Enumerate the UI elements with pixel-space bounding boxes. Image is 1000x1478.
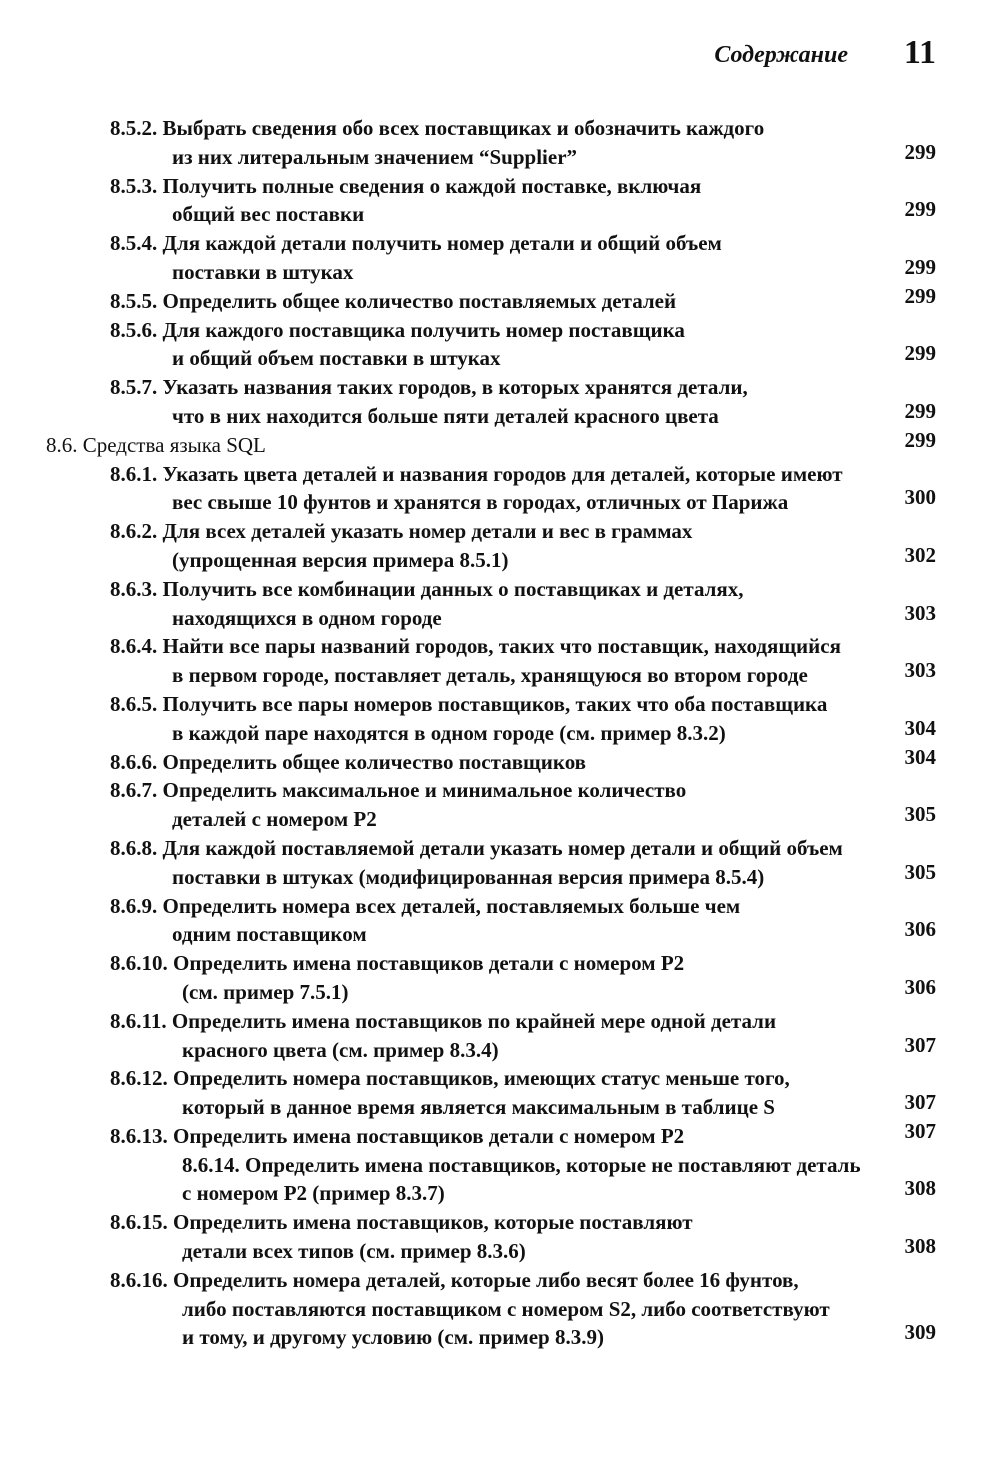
toc-line — [0, 600, 1000, 633]
toc-line — [0, 197, 1000, 229]
toc-entry-text: 8.6.15. Определить имена поставщиков, которые поставляют — [110, 1210, 693, 1235]
toc-page: 306 — [904, 974, 936, 999]
toc-line — [0, 834, 1000, 863]
toc-page: 303 — [904, 600, 936, 625]
toc-entry-text: 8.6.5. Получить все пары номеров поставщиков, таких что оба поставщика — [110, 691, 828, 716]
toc-line — [0, 398, 1000, 431]
toc-entry-text: и общий объем поставки в штуках — [172, 346, 501, 371]
toc-entry-text: с номером P2 (пример 8.3.7) — [182, 1181, 445, 1206]
toc-entry-text: 8.6.3. Получить все комбинации данных о поставщиках и деталях, — [110, 576, 744, 601]
toc-line — [0, 1007, 1000, 1036]
page-number: 11 — [903, 34, 936, 71]
toc-entry-text: поставки в штуках — [172, 259, 354, 284]
toc-entry-text: одним поставщиком — [172, 922, 367, 947]
toc-line — [0, 715, 1000, 748]
toc-line — [0, 658, 1000, 690]
toc-page: 307 — [904, 1090, 936, 1115]
toc-entry-text: 8.6.12. Определить номера поставщиков, имеющих статус меньше того, — [110, 1066, 790, 1091]
toc-line — [0, 974, 1000, 1007]
toc-line — [0, 172, 1000, 201]
toc-line — [0, 139, 1000, 172]
toc-line — [0, 949, 1000, 978]
toc-entry-text: в каждой паре находятся в одном городе (см. пример 8.3.2) — [172, 720, 726, 745]
toc-line — [0, 341, 1000, 373]
toc-entry-text: 8.6.10. Определить имена поставщиков детали с номером P2 — [110, 951, 685, 976]
toc-line — [0, 575, 1000, 604]
toc-line — [0, 517, 1000, 546]
toc-entry-text: детали всех типов (см. пример 8.3.6) — [182, 1239, 526, 1264]
toc-entry-text: 8.5.2. Выбрать сведения обо всех поставщиках и обозначить каждого — [110, 116, 765, 140]
header-title: Содержание — [714, 42, 848, 68]
toc-line — [0, 229, 1000, 258]
toc-line — [0, 859, 1000, 892]
toc-line — [0, 1064, 1000, 1093]
toc-entry-text: 8.6.7. Определить максимальное и минимальное количество — [110, 778, 687, 803]
toc-page: 303 — [904, 658, 936, 683]
toc-line — [0, 1151, 1000, 1180]
toc-entry-text: находящихся в одном городе — [172, 605, 442, 630]
toc-entry-text: 8.6.16. Определить номера деталей, которые либо весят более 16 фунтов, — [110, 1267, 799, 1292]
toc-line — [0, 632, 1000, 661]
toc-line — [0, 542, 1000, 575]
toc-page: 307 — [904, 1032, 936, 1057]
toc-line — [0, 283, 1000, 316]
toc-entry-text: общий вес поставки — [172, 202, 365, 227]
toc-line — [0, 1208, 1000, 1237]
toc-section-text: 8.6. Средства языка SQL — [46, 432, 266, 457]
toc-line — [0, 1118, 1000, 1151]
toc-page: 300 — [904, 485, 936, 510]
toc-page: 299 — [904, 427, 936, 452]
toc-entry-text: 8.6.13. Определить имена поставщиков детали с номером P2 — [110, 1123, 685, 1148]
toc-entry-text: 8.5.3. Получить полные сведения о каждой поставке, включая — [110, 173, 702, 198]
toc-entry-text: 8.5.6. Для каждого поставщика получить номер поставщика — [110, 317, 685, 342]
toc-page: 308 — [904, 1234, 936, 1259]
toc-entry-text: либо поставляются поставщиком с номером S2, либо соответствуют — [182, 1296, 830, 1321]
toc-entry-text: деталей с номером P2 — [172, 807, 377, 832]
toc-line — [0, 1320, 1000, 1352]
toc-entry-text: вес свыше 10 фунтов и хранятся в городах, отличных от Парижа — [172, 490, 789, 515]
toc-line — [0, 1266, 1000, 1295]
toc-line — [0, 485, 1000, 517]
toc-line — [0, 1176, 1000, 1208]
toc-entry-text: 8.5.4. Для каждой детали получить номер детали и общий объем — [110, 231, 722, 256]
toc-entry-text: 8.6.6. Определить общее количество поставщиков — [110, 749, 587, 774]
toc-line — [0, 373, 1000, 402]
toc-entry-text: 8.5.7. Указать названия таких городов, в которых хранятся детали, — [110, 375, 748, 400]
toc-line — [0, 917, 1000, 949]
toc-entry-text: 8.6.11. Определить имена поставщиков по крайней мере одной детали — [110, 1008, 777, 1033]
toc-entry-text: (см. пример 7.5.1) — [182, 979, 349, 1004]
toc-line — [0, 776, 1000, 805]
toc-line — [0, 802, 1000, 834]
toc-page: 299 — [904, 341, 936, 366]
toc-entry-text: и тому, и другому условию (см. пример 8.3.9) — [182, 1325, 604, 1350]
toc-line — [0, 254, 1000, 287]
toc-entry-text: из них литеральным значением “Supplier” — [172, 144, 578, 169]
toc-entry-text: 8.6.8. Для каждой поставляемой детали указать номер детали и общий объем — [110, 835, 843, 860]
toc-page: 304 — [904, 744, 936, 769]
toc-page: 299 — [904, 398, 936, 423]
toc-entry-text: который в данное время является максимальным в таблице S — [182, 1095, 775, 1120]
toc-page: 305 — [904, 859, 936, 884]
toc-entry-text: 8.6.14. Определить имена поставщиков, которые не поставляют деталь — [182, 1152, 861, 1177]
toc-line — [0, 690, 1000, 719]
toc-line — [0, 1032, 1000, 1065]
toc-entry-text: 8.6.9. Определить номера всех деталей, поставляемых больше чем — [110, 893, 741, 918]
toc-line — [0, 744, 1000, 777]
toc-page: 299 — [904, 197, 936, 222]
table-of-contents — [0, 114, 1000, 1352]
toc-page: 304 — [904, 715, 936, 740]
toc-page: 299 — [904, 254, 936, 279]
toc-line — [0, 316, 1000, 345]
toc-line — [0, 114, 1000, 143]
toc-section-line — [0, 427, 1000, 460]
toc-entry-text: поставки в штуках (модифицированная версия примера 8.5.4) — [172, 864, 765, 889]
toc-page: 306 — [904, 917, 936, 942]
toc-line — [0, 1295, 1000, 1324]
toc-line — [0, 1234, 1000, 1266]
toc-line — [0, 1090, 1000, 1122]
running-header — [0, 32, 1000, 82]
toc-page: 308 — [904, 1176, 936, 1201]
toc-page: 305 — [904, 802, 936, 827]
toc-entry-text: что в них находится больше пяти деталей красного цвета — [172, 403, 719, 428]
toc-entry-text: 8.6.4. Найти все пары названий городов, таких что поставщик, находящийся — [110, 634, 841, 659]
toc-line — [0, 460, 1000, 489]
toc-page: 302 — [904, 542, 936, 567]
toc-page: 307 — [904, 1118, 936, 1143]
toc-line — [0, 892, 1000, 921]
toc-entry-text: 8.6.2. Для всех деталей указать номер детали и вес в граммах — [110, 519, 693, 544]
toc-entry-text: в первом городе, поставляет деталь, хранящуюся во втором городе — [172, 663, 808, 688]
toc-page: 309 — [904, 1320, 936, 1345]
toc-entry-text: 8.6.1. Указать цвета деталей и названия городов для деталей, которые имеют — [110, 461, 843, 486]
toc-page: 299 — [904, 283, 936, 308]
toc-entry-text: 8.5.5. Определить общее количество поставляемых деталей — [110, 288, 677, 313]
toc-entry-text: (упрощенная версия примера 8.5.1) — [172, 547, 509, 572]
toc-entry-text: красного цвета (см. пример 8.3.4) — [182, 1037, 499, 1062]
toc-page: 299 — [904, 139, 936, 164]
